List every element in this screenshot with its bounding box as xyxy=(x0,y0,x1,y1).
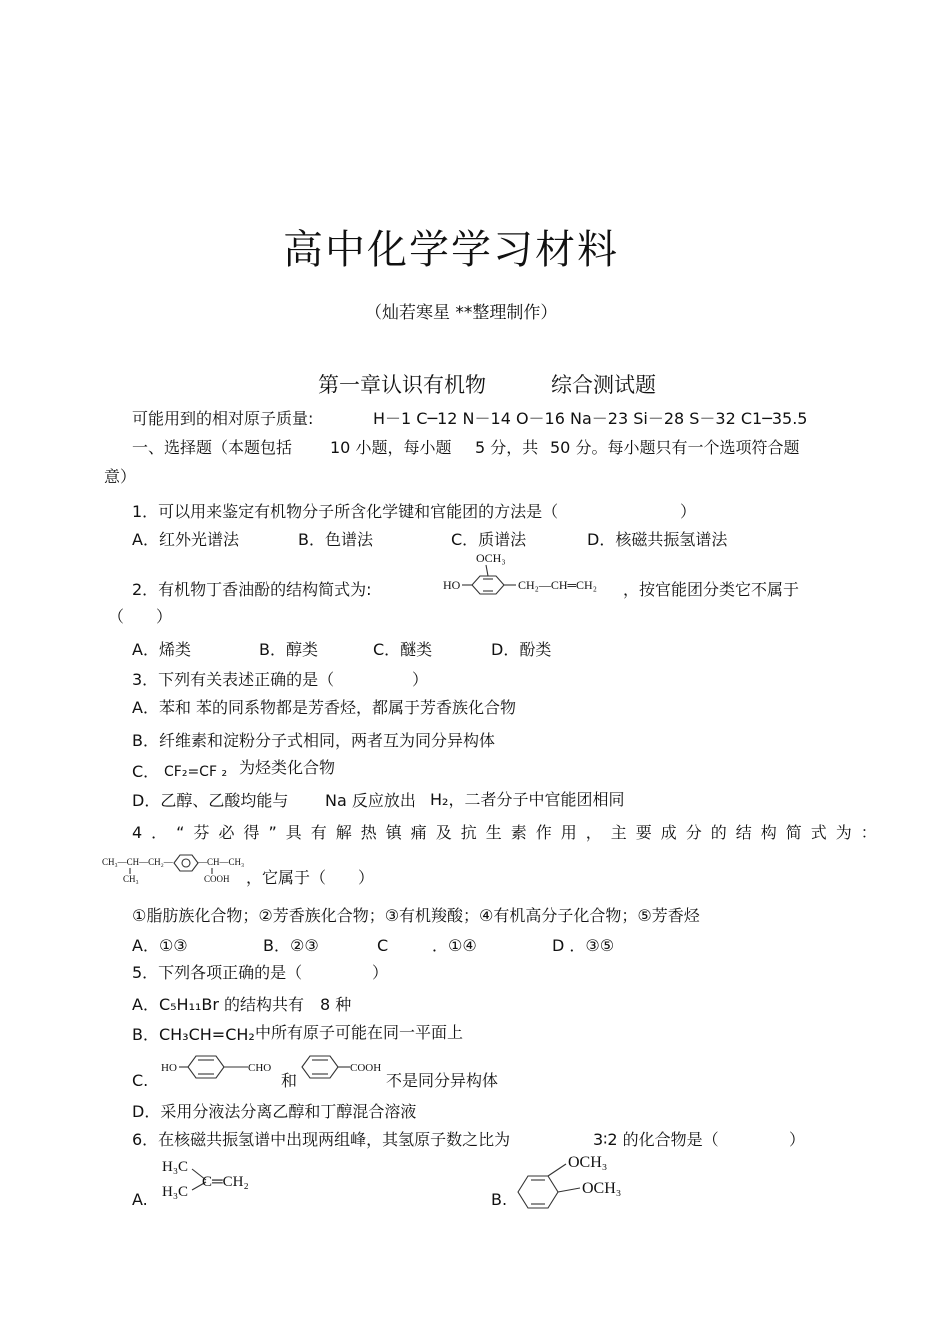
isobutylene-methyl-top: H₃C xyxy=(162,1159,189,1175)
q5-stem: 5．下列各项正确的是（ xyxy=(132,963,303,982)
q4-option-d: D ．③⑤ xyxy=(552,936,615,955)
dimethoxybenzene-och3-top: OCH₃ xyxy=(568,1154,608,1171)
q4-stem: 4．“芬必得”具有解热镇痛及抗生素作用，主要成分的结构简式为： xyxy=(132,823,886,842)
q3-stem: 3．下列有关表述正确的是（ xyxy=(132,670,335,689)
q4-items: ①脂肪族化合物；②芳香族化合物；③有机羧酸；④有机高分子化合物；⑤芳香烃 xyxy=(132,906,700,925)
q2-stem: 2．有机物丁香油酚的结构简式为: xyxy=(132,580,372,599)
page-subtitle: （灿若寒星 **整理制作） xyxy=(365,303,558,323)
section-heading-d: 50 分。每小题只有一个选项符合题 xyxy=(550,438,800,457)
ibuprofen-structure xyxy=(100,850,248,888)
eugenol-chain-label: CH₂—CH═CH₂ xyxy=(518,578,597,592)
section-heading-c: 5 分，共 xyxy=(475,438,539,457)
test-name: 综合测试题 xyxy=(551,373,656,397)
q6-stem-end: ） xyxy=(789,1130,806,1149)
section-heading-end: 意） xyxy=(104,467,137,486)
q5-option-c-text: 不是同分异构体 xyxy=(386,1071,499,1090)
ibuprofen-left-methyl: CH₃ xyxy=(123,874,139,884)
isobutylene-methyl-bottom: H₃C xyxy=(162,1184,189,1200)
q6-stem-b: 3∶2 的化合物是（ xyxy=(593,1130,719,1149)
q4-option-a: A．①③ xyxy=(132,936,188,955)
q4-option-c: ．①④ xyxy=(432,936,477,955)
q1-option-d: D．核磁共振氢谱法 xyxy=(587,530,728,549)
q6-option-b-label: B. xyxy=(491,1190,508,1209)
q3-stem-end: ） xyxy=(412,670,429,689)
ibuprofen-cooh: COOH xyxy=(204,874,230,884)
q2-option-b: B．醇类 xyxy=(259,640,318,659)
section-heading-b: 10 小题，每小题 xyxy=(330,438,452,457)
q2-option-d: D．酚类 xyxy=(491,640,552,659)
q2-paren: （ ） xyxy=(108,607,173,626)
q3-option-d-c: H₂，二者分子中官能团相同 xyxy=(430,790,625,809)
ibuprofen-left-chain: CH₃—CH—CH₂— xyxy=(102,857,173,867)
q3-option-a: A．苯和 苯的同系物都是芳香烃，都属于芳香族化合物 xyxy=(132,698,517,717)
atomic-mass-label: 可能用到的相对原子质量: xyxy=(132,409,314,428)
hydroxybenzaldehyde-cho: CHO xyxy=(248,1062,272,1074)
q4-option-b: B．②③ xyxy=(263,936,319,955)
q4-stem-end: ，它属于（ ） xyxy=(246,868,375,887)
eugenol-structure xyxy=(440,548,625,598)
eugenol-och3-label: OCH₃ xyxy=(476,551,506,565)
chapter-title: 第一章认识有机物 xyxy=(318,373,486,397)
q2-option-a: A．烯类 xyxy=(132,640,191,659)
q1-stem-end: ） xyxy=(680,502,697,521)
hydroxybenzaldehyde-structure xyxy=(158,1050,282,1086)
q1-option-a: A．红外光谱法 xyxy=(132,530,239,549)
dimethoxybenzene-och3-bottom: OCH₃ xyxy=(582,1180,622,1197)
q3-option-c-text: 为烃类化合物 xyxy=(239,758,336,777)
q5-option-d: D．采用分液法分离乙醇和丁醇混合溶液 xyxy=(132,1102,417,1121)
q3-option-c-formula: CF₂=CF ₂ xyxy=(164,764,228,780)
eugenol-ho-label: HO xyxy=(443,578,461,592)
q1-option-c: C．质谱法 xyxy=(451,530,527,549)
benzoic-acid-cooh: COOH xyxy=(350,1062,382,1074)
q5-option-b-formula: B．CH₃CH=CH₂ xyxy=(132,1025,255,1044)
atomic-masses: H－1 C─12 N－14 O－16 Na－23 Si－28 S－32 C1─35.5 xyxy=(373,409,808,428)
q2-stem-end: ，按官能团分类它不属于 xyxy=(623,580,800,599)
q5-option-c-label: C. xyxy=(132,1071,149,1090)
hydroxybenzaldehyde-ho: HO xyxy=(161,1062,177,1074)
q3-option-b: B．纤维素和淀粉分子式相同，两者互为同分异构体 xyxy=(132,731,495,750)
q6-stem-a: 6．在核磁共振氢谱中出现两组峰，其氢原子数之比为 xyxy=(132,1130,511,1149)
benzoic-acid-structure xyxy=(298,1050,388,1086)
q6-option-a-label: A. xyxy=(132,1190,148,1209)
q1-option-b: B．色谱法 xyxy=(298,530,373,549)
q3-option-d-a: D．乙醇、乙酸均能与 xyxy=(132,791,289,810)
q5-option-a: A．C₅H₁₁Br 的结构共有 8 种 xyxy=(132,995,352,1014)
page-title: 高中化学学习材料 xyxy=(283,227,619,273)
section-heading-a: 一、选择题（本题包括 xyxy=(132,438,293,457)
q1-stem: 1．可以用来鉴定有机物分子所含化学键和官能团的方法是（ xyxy=(132,502,559,521)
isobutylene-structure xyxy=(158,1152,278,1204)
q5-stem-end: ） xyxy=(372,963,389,982)
ibuprofen-right-chain: —CH—CH₃ xyxy=(198,857,245,867)
q2-option-c: C．醚类 xyxy=(373,640,433,659)
dimethoxybenzene-structure xyxy=(512,1148,642,1210)
q4-option-c-letter: C xyxy=(377,936,389,955)
isobutylene-c-ch2: C═CH₂ xyxy=(202,1174,249,1190)
q3-option-c-label: C． xyxy=(132,762,160,781)
q5-option-c-and: 和 xyxy=(281,1071,298,1090)
q3-option-d-b: Na 反应放出 xyxy=(325,791,416,810)
q5-option-b-text: 中所有原子可能在同一平面上 xyxy=(255,1023,464,1042)
